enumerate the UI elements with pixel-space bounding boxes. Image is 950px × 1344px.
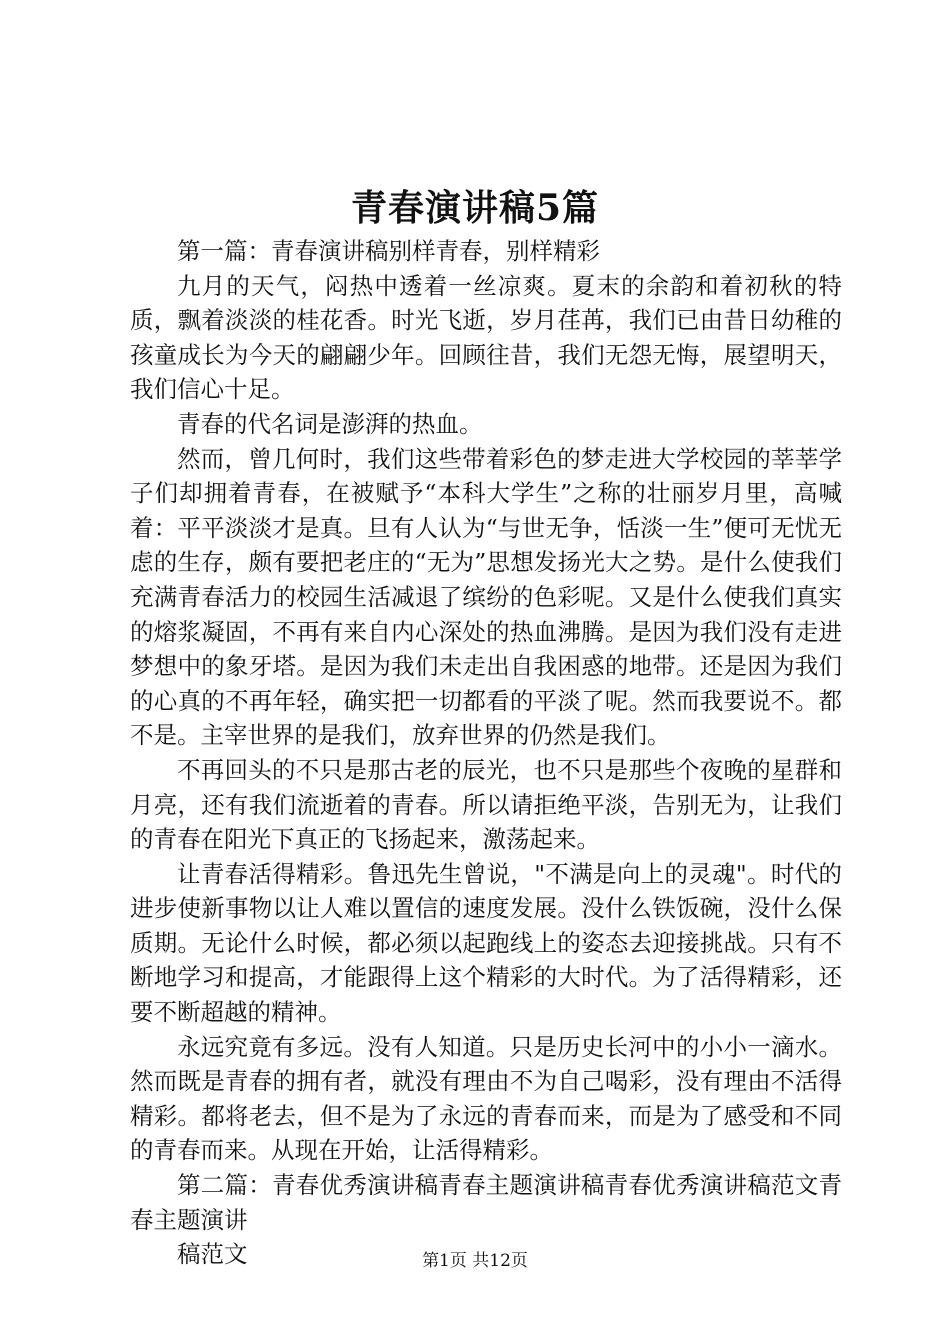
- body-paragraph: 然而，曾几何时，我们这些带着彩色的梦走进大学校园的莘莘学子们却拥着青春，在被赋予“本科大学生”之称的壮丽岁月里，高喊着：平平淡淡才是真。旦有人认为“与世无争，恬淡一生”便可无忧无虑的生存，颇有要把老庄的“无为”思想发扬光大之势。是什么使我们充满青春活力的校园生活减退了缤纷的色彩呢。又是什么使我们真实的熔浆凝固，不再有来自内心深处的热血沸腾。是因为我们没有走进梦想中的象牙塔。是因为我们未走出自我困惑的地带。还是因为我们的心真的不再年轻，确实把一切都看的平淡了呢。然而我要说不。都不是。主宰世界的是我们，放弃世界的仍然是我们。: [130, 444, 842, 750]
- document-title: 青春演讲稿5篇: [350, 187, 600, 229]
- document-body: [130, 234, 842, 1272]
- body-paragraph: 九月的天气，闷热中透着一丝凉爽。夏末的余韵和着初秋的特质，飘着淡淡的桂花香。时光飞逝，岁月荏苒，我们已由昔日幼稚的孩童成长为今天的翩翩少年。回顾往昔，我们无怨无悔，展望明天，我们信心十足。: [130, 271, 842, 404]
- body-paragraph: 稿范文: [177, 1240, 248, 1269]
- body-paragraph: 青春的代名词是澎湃的热血。: [177, 409, 483, 438]
- page-footer: 第1页 共12页: [422, 1251, 528, 1271]
- section-heading-1: 第一篇：青春演讲稿别样青春，别样精彩: [177, 237, 600, 265]
- section-heading-2: 第二篇：青春优秀演讲稿青春主题演讲稿青春优秀演讲稿范文青春主题演讲: [130, 1171, 842, 1234]
- body-paragraph: 让青春活得精彩。鲁迅先生曾说，"不满是向上的灵魂"。时代的进步使新事物以让人难以置信的速度发展。没什么铁饭碗，没什么保质期。无论什么时候，都必须以起跑线上的姿态去迎接挑战。只有不断地学习和提高，才能跟得上这个精彩的大时代。为了活得精彩，还要不断超越的精神。: [130, 859, 842, 1027]
- body-paragraph: 不再回头的不只是那古老的辰光，也不只是那些个夜晚的星群和月亮，还有我们流逝着的青春。所以请拒绝平淡，告别无为，让我们的青春在阳光下真正的飞扬起来，激荡起来。: [130, 755, 842, 854]
- body-paragraph: 永远究竟有多远。没有人知道。只是历史长河中的小小一滴水。然而既是青春的拥有者，就没有理由不为自己喝彩，没有理由不活得精彩。都将老去，但不是为了永远的青春而来，而是为了感受和不同的青春而来。从现在开始，让活得精彩。: [130, 1032, 842, 1165]
